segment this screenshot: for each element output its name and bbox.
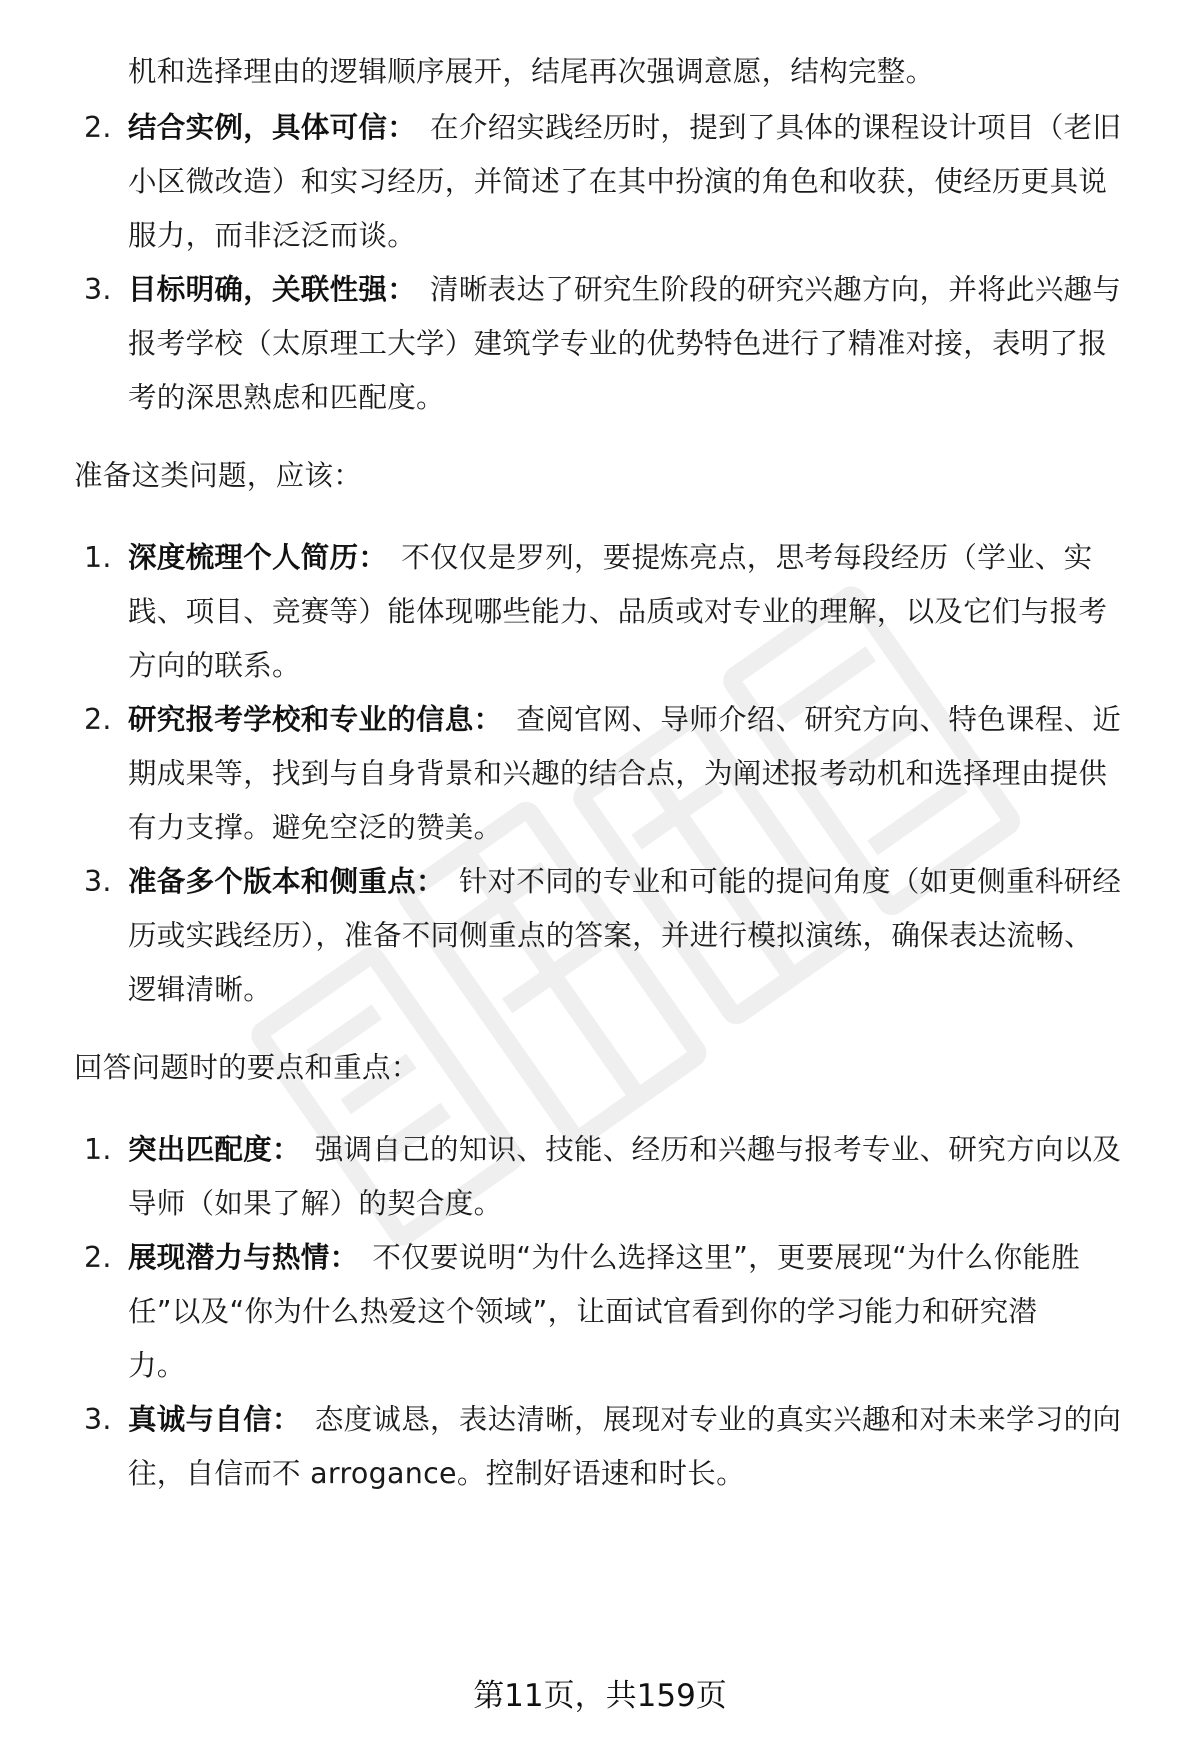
list-item-number: 2. [84,111,112,144]
list-item-text: 导师（如果了解）的契合度。 [128,1187,503,1220]
list-item-text: 方向的联系。 [128,649,301,682]
list-item-text: 期成果等，找到与自身背景和兴趣的结合点，为阐述报考动机和选择理由提供 [128,757,1108,790]
list-item-text: 逻辑清晰。 [128,973,273,1006]
list-item-number: 1. [84,541,112,574]
list-item-number: 3. [84,1403,112,1436]
list-item [128,538,1092,578]
list-item-text: 强调自己的知识、技能、经历和兴趣与报考专业、研究方向以及 [314,1133,1122,1166]
list-item-text: 不仅要说明“为什么选择这里”，更要展现“为什么你能胜 [372,1241,1081,1274]
list-item [128,1400,1121,1440]
list-item-title: 研究报考学校和专业的信息： [128,703,503,736]
list-item-text: 针对不同的专业和可能的提问角度（如更侧重科研经 [458,865,1122,898]
list-item-title: 准备多个版本和侧重点： [128,865,445,898]
section-heading: 准备这类问题，应该： [74,459,363,492]
list-item-title: 展现潜力与热情： [128,1241,359,1274]
list-item-text: 有力支撑。避免空泛的赞美。 [128,811,503,844]
list-item-number: 3. [84,273,112,306]
list-item-number: 2. [84,1241,112,1274]
list-item-title: 目标明确，关联性强： [128,273,417,306]
list-item [128,1238,1080,1278]
list-item [128,700,1121,740]
list-item-text: 小区微改造）和实习经历，并简述了在其中扮演的角色和收获，使经历更具说 [128,165,1108,198]
list-item-text: 考的深思熟虑和匹配度。 [128,381,445,414]
list-item-number: 2. [84,703,112,736]
list-item-text: 任”以及“你为什么热爱这个领域”，让面试官看到你的学习能力和研究潜 [128,1295,1038,1328]
list-item [128,1130,1121,1170]
section-heading: 回答问题时的要点和重点： [74,1051,420,1084]
list-item-text: 态度诚恳，表达清晰，展现对专业的真实兴趣和对未来学习的向 [314,1403,1122,1436]
list-item-number: 3. [84,865,112,898]
list-item-text: 不仅仅是罗列，要提炼亮点，思考每段经历（学业、实 [401,541,1093,574]
page-number: 第11页，共159页 [473,1678,727,1714]
list-item-title: 突出匹配度： [128,1133,301,1166]
list-item-text: 查阅官网、导师介绍、研究方向、特色课程、近 [516,703,1122,736]
list-item-title: 真诚与自信： [128,1403,301,1436]
list-item-text: 报考学校（太原理工大学）建筑学专业的优势特色进行了精准对接，表明了报 [128,327,1108,360]
list-item-title: 深度梳理个人简历： [128,541,388,574]
list-item-text: 服力，而非泛泛而谈。 [128,219,417,252]
list-item-number: 1. [84,1133,112,1166]
list-item-text: 清晰表达了研究生阶段的研究兴趣方向，并将此兴趣与 [430,273,1122,306]
list-item-text: 力。 [128,1349,186,1382]
list-item-text: 践、项目、竞赛等）能体现哪些能力、品质或对专业的理解，以及它们与报考 [128,595,1108,628]
list-item-text: 在介绍实践经历时，提到了具体的课程设计项目（老旧 [430,111,1122,144]
intro-tail-text: 机和选择理由的逻辑顺序展开，结尾再次强调意愿，结构完整。 [128,55,935,88]
list-item-text: 往，自信而不 arrogance。控制好语速和时长。 [128,1457,745,1490]
list-item-title: 结合实例，具体可信： [128,111,417,144]
list-item-text: 历或实践经历），准备不同侧重点的答案，并进行模拟演练，确保表达流畅、 [128,919,1093,952]
list-item [128,270,1121,310]
list-item [128,108,1121,148]
list-item [128,862,1121,902]
